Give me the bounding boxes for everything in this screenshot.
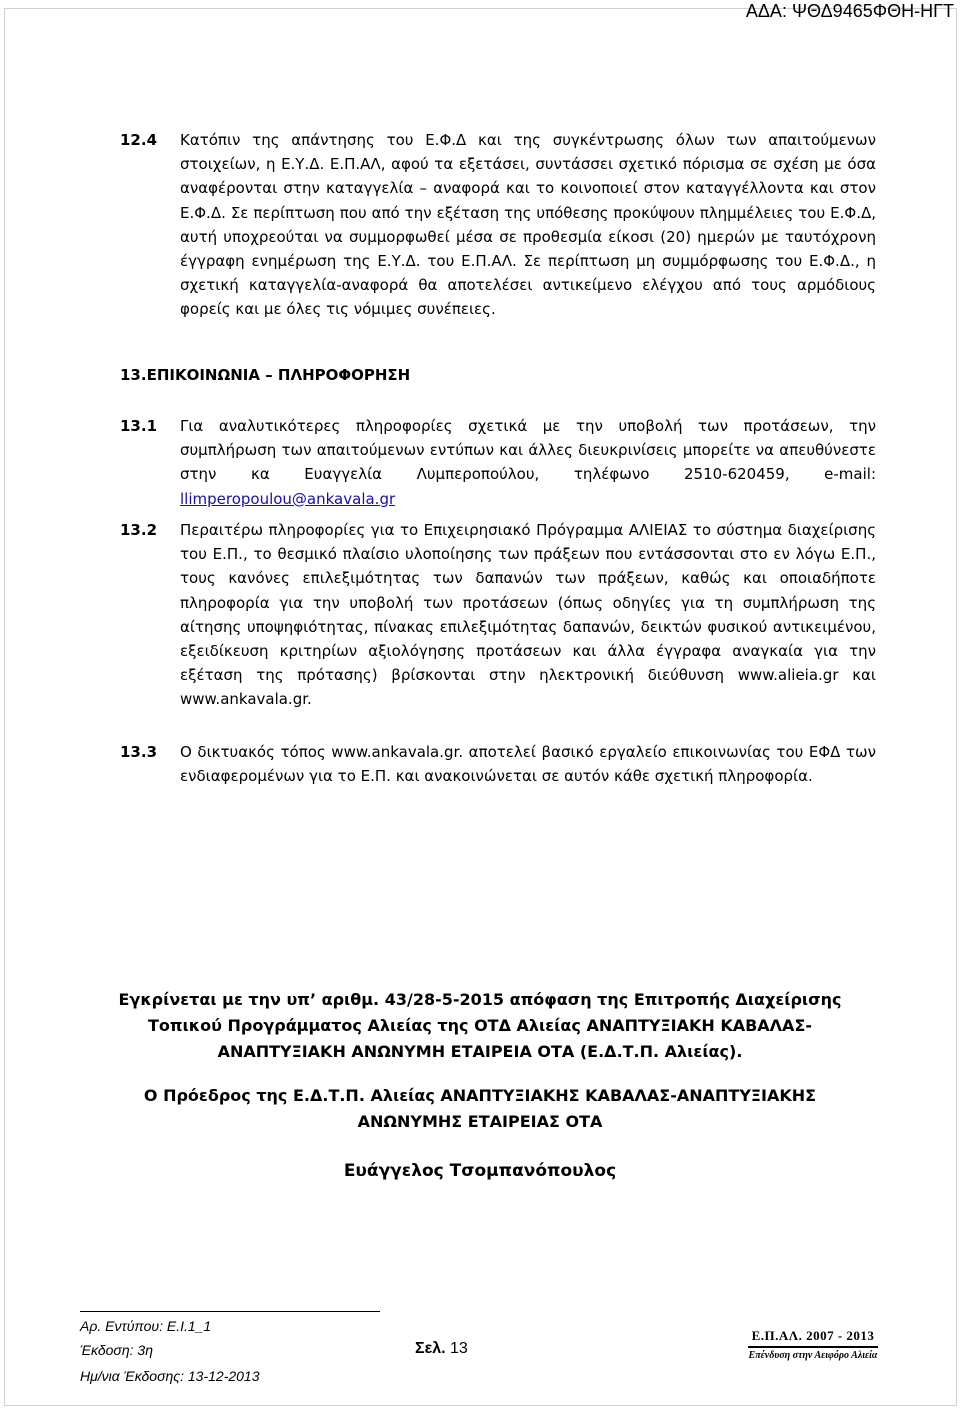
section-text: Κατόπιν της απάντησης του Ε.Φ.Δ και της συγκέντρωσης όλων των απαιτούμενων στοιχείων, η Ε.Υ.Δ. Ε.Π.ΑΛ, αφού τα εξετάσει, συντάσσει σχετικό πόρισμα σε σχέση με όσα αναφέρονται στην καταγγελία – αναφορά και το κοινοποιεί στον καταγγέλλοντα και στον Ε.Φ.Δ. Σε περίπτωση που από την εξέταση της υπόθεσης προκύψουν πλημμέλειες του Ε.Φ.Δ, αυτή υποχρεούται να συμμορφωθεί μέσα σε προθεσμία είκοσι (20) ημερών με ταυτόχρονη έγγραφη ενημέρωση της Ε.Υ.Δ. του Ε.Π.ΑΛ. Σε περίπτωση μη συμμόρφωσης του Ε.Φ.Δ., η σχετική καταγγελία-αναφορά θα αποτελέσει αντικείμενο ελέγχου από τους αρμόδιους φορείς και με όλες τις νόμιμες συνέπειες. [180, 131, 876, 319]
section-13-1 [120, 414, 876, 511]
section-number: 12.4 [120, 131, 158, 149]
page-number-value: 13 [450, 1340, 468, 1357]
section-13-3 [120, 740, 876, 788]
president-line-2: ΑΝΩΝΥΜΗΣ ΕΤΑΙΡΕΙΑΣ ΟΤΑ [357, 1112, 603, 1131]
section-13-2 [120, 518, 876, 712]
section-number: 13.2 [120, 521, 158, 539]
logo-title: Ε.Π.ΑΛ. 2007 - 2013 [751, 1328, 875, 1343]
approval-block [100, 987, 860, 1065]
edition: Έκδοση: 3η [80, 1342, 153, 1358]
ada-code: ΑΔΑ: ΨΘΔ9465ΦΘΗ-ΗΓΤ [745, 1, 954, 21]
section-number: 13.3 [120, 743, 158, 761]
approval-line-1: Εγκρίνεται με την υπ’ αριθμ. 43/28-5-2015 απόφαση της Επιτροπής Διαχείρισης [118, 990, 842, 1009]
section-number: 13.1 [120, 417, 158, 435]
approval-line-3: ΑΝΑΠΤΥΞΙΑΚΗ ΑΝΩΝΥΜΗ ΕΤΑΙΡΕΙΑ ΟΤΑ (Ε.Δ.Τ.Π. Αλιείας). [217, 1042, 743, 1061]
section-text [180, 414, 876, 511]
section-13-heading: 13.ΕΠΙΚΟΙΝΩΝΙΑ – ΠΛΗΡΟΦΟΡΗΣΗ [120, 366, 411, 384]
approval-line-2: Τοπικού Προγράμματος Αλιείας της ΟΤΔ Αλιείας ΑΝΑΠΤΥΞΙΑΚΗ ΚΑΒΑΛΑΣ- [147, 1016, 813, 1035]
footer-divider [80, 1311, 380, 1312]
form-number: Αρ. Εντύπου: Ε.Ι.1_1 [80, 1318, 212, 1334]
epal-logo [742, 1328, 884, 1378]
edition-date: Ημ/νια Έκδοσης: 13-12-2013 [80, 1368, 260, 1384]
president-block [100, 1083, 860, 1135]
section-text-body: Για αναλυτικότερες πληροφορίες σχετικά με την υποβολή των προτάσεων, την συμπλήρωση των απαιτούμενων εντύπων και άλλες διευκρινίσεις μπορείτε να απευθύνεστε στην κα Ευαγγελία Λυμπεροπούλου, τηλέφωνο 2510-620459, e-mail: [180, 417, 876, 484]
logo-bar [748, 1346, 878, 1348]
president-line-1: Ο Πρόεδρος της Ε.Δ.Τ.Π. Αλιείας ΑΝΑΠΤΥΞΙΑΚΗΣ ΚΑΒΑΛΑΣ-ΑΝΑΠΤΥΞΙΑΚΗΣ [143, 1086, 817, 1105]
section-text: Ο δικτυακός τόπος www.ankavala.gr. αποτελεί βασικό εργαλείο επικοινωνίας του ΕΦΔ των ενδιαφερομένων για το Ε.Π. και ανακοινώνεται σε αυτόν κάθε σχετική πληροφορία. [180, 743, 876, 786]
logo-tagline: Επένδυση στην Αειφόρο Αλιεία [748, 1350, 878, 1361]
signatory-name: Ευάγγελος Τσομπανόπουλος [343, 1161, 617, 1181]
section-text: Περαιτέρω πληροφορίες για το Επιχειρησιακό Πρόγραμμα ΑΛΙΕΙΑΣ το σύστημα διαχείρισης του Ε.Π., το θεσμικό πλαίσιο υλοποίησης των πράξεων που εντάσσονται στο εν λόγω Ε.Π., τους κανόνες επιλεξιμότητας των δαπανών των πράξεων, καθώς και οποιαδήποτε πληροφορία για την υποβολή των προτάσεων (όπως οδηγίες για τη συμπλήρωση της αίτησης υποψηφιότητας, πίνακας επιλεξιμότητας δαπανών, δεικτών φυσικού αντικειμένου, εξειδίκευση κριτηρίων αξιολόγησης προτάσεων και άλλα έγγραφα αναγκαία για την εξέταση της πρότασης) βρίσκονται στην ηλεκτρονική διεύθυνση www.alieia.gr και www.ankavala.gr. [180, 521, 876, 709]
page-number [415, 1340, 468, 1358]
section-12-4 [120, 128, 876, 322]
email-link[interactable]: llimperopoulou@ankavala.gr [180, 489, 396, 508]
page-label: Σελ. [415, 1340, 446, 1357]
